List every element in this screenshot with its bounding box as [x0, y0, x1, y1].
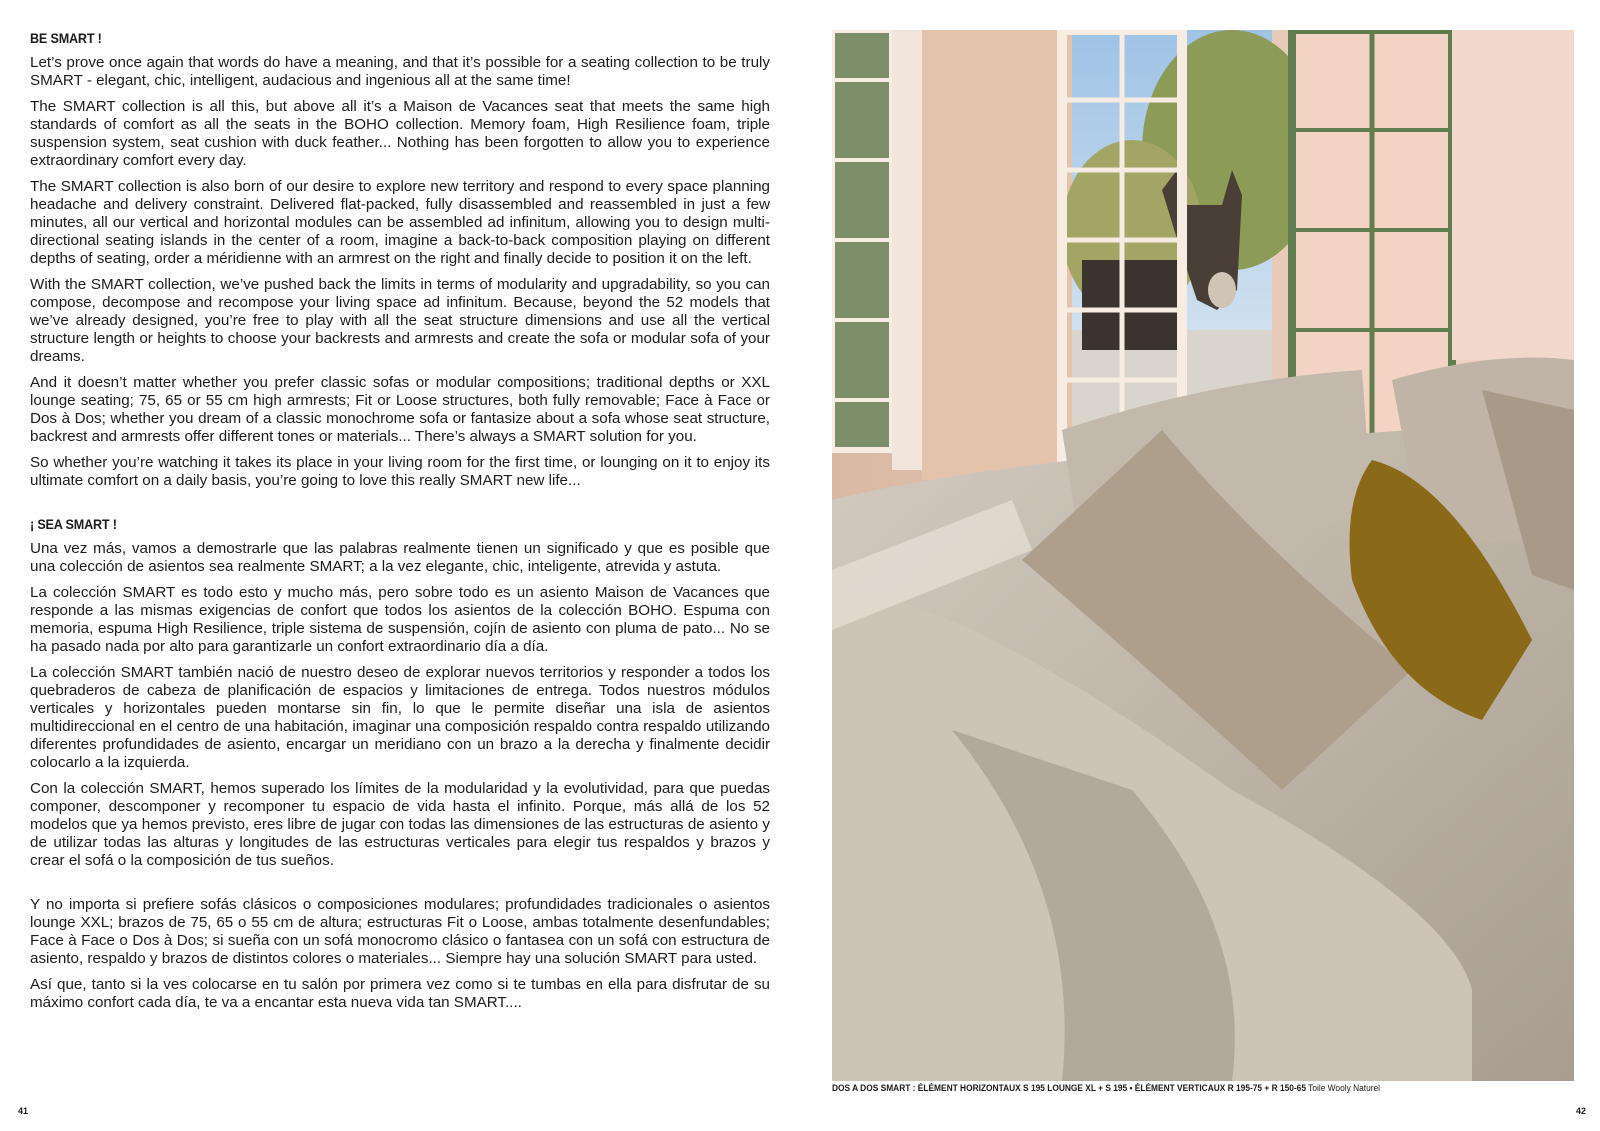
en-paragraph-3: The SMART collection is also born of our desire to explore new territory and respond to every space planning headache and delivery constraint. Delivered flat-packed, fully disassembled and reassembled in just a few minutes, all our vertical and horizontal modules can be assembled ad infinitum, allowing you to design multi-directional seating islands in the center of a room, imagine a back-to-back composition playing on different depths of seating, order a méridienne with an armrest on the right and finally decide to position it on the left.: [30, 178, 770, 267]
es-paragraph-6: Así que, tanto si la ves colocarse en tu salón por primera vez como si te tumbas en ella para disfrutar de su máximo confort cada día, te va a encantar esta nueva vida tan SMART....: [30, 976, 770, 1011]
sofa-photo-illustration: [832, 30, 1574, 1081]
es-paragraph-3: La colección SMART también nació de nuestro deseo de explorar nuevos territorios y responder a todos los quebraderos de cabeza de planificación de espacios y limitaciones de entrega. Todos nuestros módulos verticales y horizontales pueden montarse sin fin, lo que le permite diseñar una isla de asientos multidireccional en el centro de una habitación, imaginar una composición respaldo contra respaldo utilizando diferentes profundidades de asiento, encargar un meridiano con un brazo a la derecha y finalmente decidir colocarlo a la izquierda.: [30, 664, 770, 771]
es-paragraph-1: Una vez más, vamos a demostrarle que las palabras realmente tienen un significado y que es posible que una colección de asientos sea realmente SMART; a la vez elegante, chic, inteligente, atrevida y astuta.: [30, 540, 770, 575]
right-wall: [1452, 30, 1574, 360]
es-paragraph-4: Con la colección SMART, hemos superado los límites de la modularidad y la evolutividad, para que puedas componer, descomponer y recomponer tu espacio de vida hasta el infinito. Porque, más allá de los 52 modelos que ya hemos previsto, eres libre de jugar con todas las dimensiones de las estructuras de asiento y de utilizar todas las alturas y longitudes de las estructuras verticales para elegir tus respaldos y brazos y crear el sofá o la composición de tus sueños.: [30, 780, 770, 869]
text-column: [30, 30, 770, 1020]
en-paragraph-2: The SMART collection is all this, but above all it’s a Maison de Vacances seat that meets the same high standards of comfort as all the seats in the BOHO collection. Memory foam, High Resilience foam, triple suspension system, seat cushion with duck feather... Nothing has been forgotten to allow you to experience extraordinary comfort every day.: [30, 98, 770, 169]
en-paragraph-4: With the SMART collection, we’ve pushed back the limits in terms of modularity and upgradability, so you can compose, decompose and recompose your living space ad infinitum. Because, beyond the 52 models that we’ve already designed, you’re free to play with all the seat structure dimensions and use all the vertical structure length or heights to choose your backrests and armrests and create the sofa or modular sofa of your dreams.: [30, 276, 770, 365]
en-paragraph-5: And it doesn’t matter whether you prefer classic sofas or modular compositions; traditional depths or XXL lounge seating; 75, 65 or 55 cm high armrests; Fit or Loose structures, both fully removable; Face à Face or Dos à Dos; whether you dream of a classic monochrome sofa or fantasize about a sofa whose seat structure, backrest and armrests offer different tones or materials... There’s always a SMART solution for you.: [30, 374, 770, 445]
en-paragraph-6: So whether you’re watching it takes its place in your living room for the first time, or lounging on it to enjoy its ultimate comfort on a daily basis, you’re going to love this really SMART new life...: [30, 454, 770, 489]
caption-reference: DOS A DOS SMART : ÉLÉMENT HORIZONTAUX S 195 LOUNGE XL + S 195 • ÉLÉMENT VERTICAUX R 195-75 + R 150-65: [832, 1083, 1306, 1094]
left-pillar: [892, 30, 922, 470]
english-heading: BE SMART !: [30, 30, 102, 46]
page-number-right: 42: [1576, 1106, 1587, 1116]
es-paragraph-5: Y no importa si prefiere sofás clásicos o composiciones modulares; profundidades tradicionales o asientos lounge XXL; brazos de 75, 65 o 55 cm de altura; estructuras Fit o Loose, ambas totalmente desenfundables; Face à Face o Dos à Dos; si sueña con un sofá monocromo clásico o fantasea con un sofá con estructura de asiento, respaldo y brazos de distintos colores o materiales... Siempre hay una solución SMART para usted.: [30, 896, 770, 967]
sofa-photo: [832, 30, 1574, 1081]
spanish-heading: ¡ SEA SMART !: [30, 516, 117, 532]
wall-panel: [922, 30, 1072, 480]
es-paragraph-2: La colección SMART es todo esto y mucho más, pero sobre todo es un asiento Maison de Vacances que responde a las mismas exigencias de confort que todos los asientos de la colección BOHO. Espuma con memoria, espuma High Resilience, triple sistema de suspensión, cojín de asiento con pluma de pato... No se ha pasado nada por alto para garantizarle un confort extraordinario día a día.: [30, 584, 770, 655]
en-paragraph-1: Let’s prove once again that words do have a meaning, and that it’s possible for a seating collection to be truly SMART - elegant, chic, intelligent, audacious and ingenious all at the same time!: [30, 54, 770, 89]
photo-caption: [832, 1083, 1380, 1094]
caption-fabric: Toile Wooly Naturel: [1308, 1083, 1381, 1094]
page-number-left: 41: [18, 1106, 29, 1116]
left-window: [832, 30, 892, 450]
